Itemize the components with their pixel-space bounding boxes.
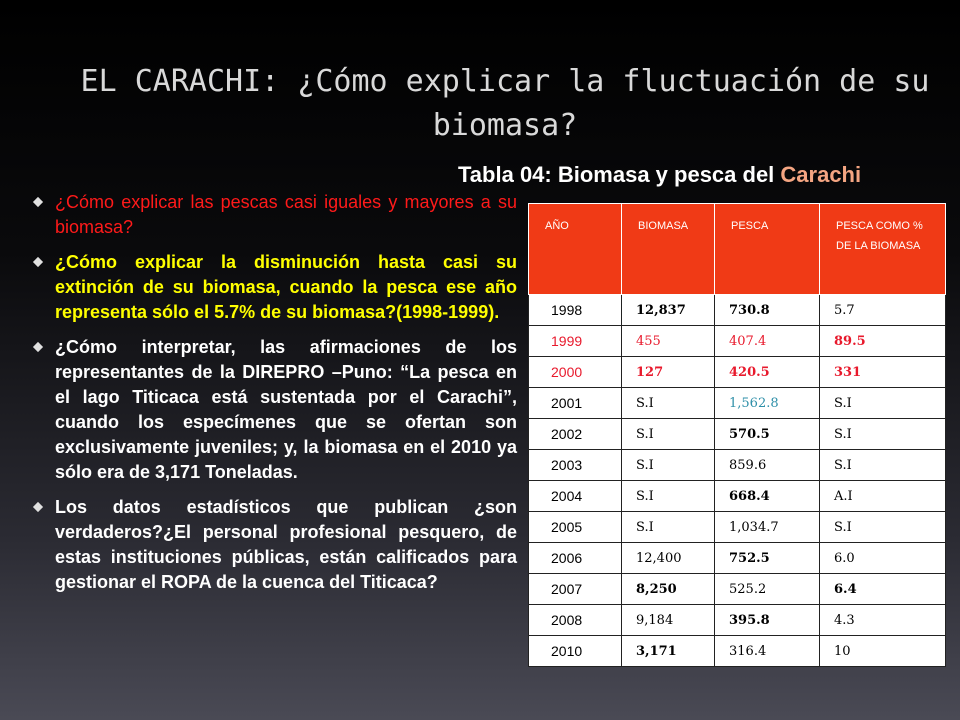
cell-year: 2001 xyxy=(529,388,622,419)
cell-year: 2007 xyxy=(529,574,622,605)
cell-year: 2006 xyxy=(529,543,622,574)
cell-biomass: S.I xyxy=(622,388,715,419)
cell-year: 2002 xyxy=(529,419,622,450)
table-row xyxy=(529,481,946,512)
table-row xyxy=(529,512,946,543)
cell-year: 2000 xyxy=(529,357,622,388)
cell-year: 2008 xyxy=(529,605,622,636)
table-row xyxy=(529,543,946,574)
caption-accent: Carachi xyxy=(780,162,862,187)
bullet-item-1 xyxy=(34,190,517,240)
cell-biomass: 12,837 xyxy=(622,295,715,326)
table-row xyxy=(529,326,946,357)
cell-biomass: 455 xyxy=(622,326,715,357)
cell-catch: 1,034.7 xyxy=(715,512,820,543)
col-header-biomass: BIOMASA xyxy=(622,204,715,295)
cell-percent: 6.4 xyxy=(820,574,946,605)
cell-percent: S.I xyxy=(820,419,946,450)
cell-catch: 420.5 xyxy=(715,357,820,388)
cell-year: 1998 xyxy=(529,295,622,326)
bullet-diamond-icon xyxy=(33,197,43,207)
bullet-item-3 xyxy=(34,335,517,485)
bullet-text: Los datos estadísticos que publican ¿son verdaderos?¿El personal profesional pesquero, de estas instituciones públicas, están calificados para gestionar el ROPA de la cuenca del Titicaca? xyxy=(55,497,517,592)
cell-percent: 89.5 xyxy=(820,326,946,357)
table-row xyxy=(529,388,946,419)
cell-biomass: 9,184 xyxy=(622,605,715,636)
cell-year: 2005 xyxy=(529,512,622,543)
slide-title: EL CARACHI: ¿Cómo explicar la fluctuación de su biomasa? xyxy=(80,64,930,143)
col-header-catch: PESCA xyxy=(715,204,820,295)
cell-biomass: S.I xyxy=(622,450,715,481)
cell-catch: 668.4 xyxy=(715,481,820,512)
cell-catch: 752.5 xyxy=(715,543,820,574)
table-row xyxy=(529,357,946,388)
cell-biomass: S.I xyxy=(622,419,715,450)
table-row xyxy=(529,636,946,667)
cell-percent: A.I xyxy=(820,481,946,512)
cell-percent: S.I xyxy=(820,450,946,481)
bullet-diamond-icon xyxy=(33,342,43,352)
cell-catch: 570.5 xyxy=(715,419,820,450)
cell-catch: 316.4 xyxy=(715,636,820,667)
bullet-text: ¿Cómo interpretar, las afirmaciones de los representantes de la DIREPRO –Puno: “La pesca en el lago Titicaca está sustentada por el Carachi”, cuando los especímenes que se ofertan son exclusivamente juveniles; y, la biomasa en el 2010 ya sólo era de 3,171 Toneladas. xyxy=(55,337,517,482)
cell-percent: 331 xyxy=(820,357,946,388)
col-header-catch-percent: PESCA COMO % DE LA BIOMASA xyxy=(820,204,946,295)
bullet-text: ¿Cómo explicar las pescas casi iguales y mayores a su biomasa? xyxy=(55,192,517,237)
cell-year: 2004 xyxy=(529,481,622,512)
bullet-item-4 xyxy=(34,495,517,595)
cell-biomass: 3,171 xyxy=(622,636,715,667)
cell-biomass: S.I xyxy=(622,512,715,543)
cell-year: 1999 xyxy=(529,326,622,357)
table-row xyxy=(529,574,946,605)
bullet-list xyxy=(34,190,517,605)
cell-catch: 407.4 xyxy=(715,326,820,357)
cell-catch: 730.8 xyxy=(715,295,820,326)
cell-percent: 6.0 xyxy=(820,543,946,574)
bullet-diamond-icon xyxy=(33,502,43,512)
cell-catch: 1,562.8 xyxy=(715,388,820,419)
table-header-row xyxy=(529,204,946,295)
col-header-year: AÑO xyxy=(529,204,622,295)
cell-catch: 525.2 xyxy=(715,574,820,605)
table-row xyxy=(529,605,946,636)
cell-percent: S.I xyxy=(820,388,946,419)
table-row xyxy=(529,450,946,481)
cell-biomass: 8,250 xyxy=(622,574,715,605)
biomass-table xyxy=(528,203,946,667)
cell-biomass: 127 xyxy=(622,357,715,388)
cell-percent: 4.3 xyxy=(820,605,946,636)
cell-percent: 5.7 xyxy=(820,295,946,326)
table-caption xyxy=(458,162,861,188)
bullet-text: ¿Cómo explicar la disminución hasta casi su extinción de su biomasa, cuando la pesca ese año representa sólo el 5.7% de su biomasa?(1998-1999). xyxy=(55,252,517,322)
cell-percent: 10 xyxy=(820,636,946,667)
table-row xyxy=(529,295,946,326)
cell-percent: S.I xyxy=(820,512,946,543)
bullet-diamond-icon xyxy=(33,257,43,267)
cell-biomass: 12,400 xyxy=(622,543,715,574)
cell-catch: 859.6 xyxy=(715,450,820,481)
cell-biomass: S.I xyxy=(622,481,715,512)
table-row xyxy=(529,419,946,450)
caption-text: Tabla 04: Biomasa y pesca del xyxy=(458,162,781,187)
cell-year: 2010 xyxy=(529,636,622,667)
bullet-item-2 xyxy=(34,250,517,325)
cell-year: 2003 xyxy=(529,450,622,481)
cell-catch: 395.8 xyxy=(715,605,820,636)
